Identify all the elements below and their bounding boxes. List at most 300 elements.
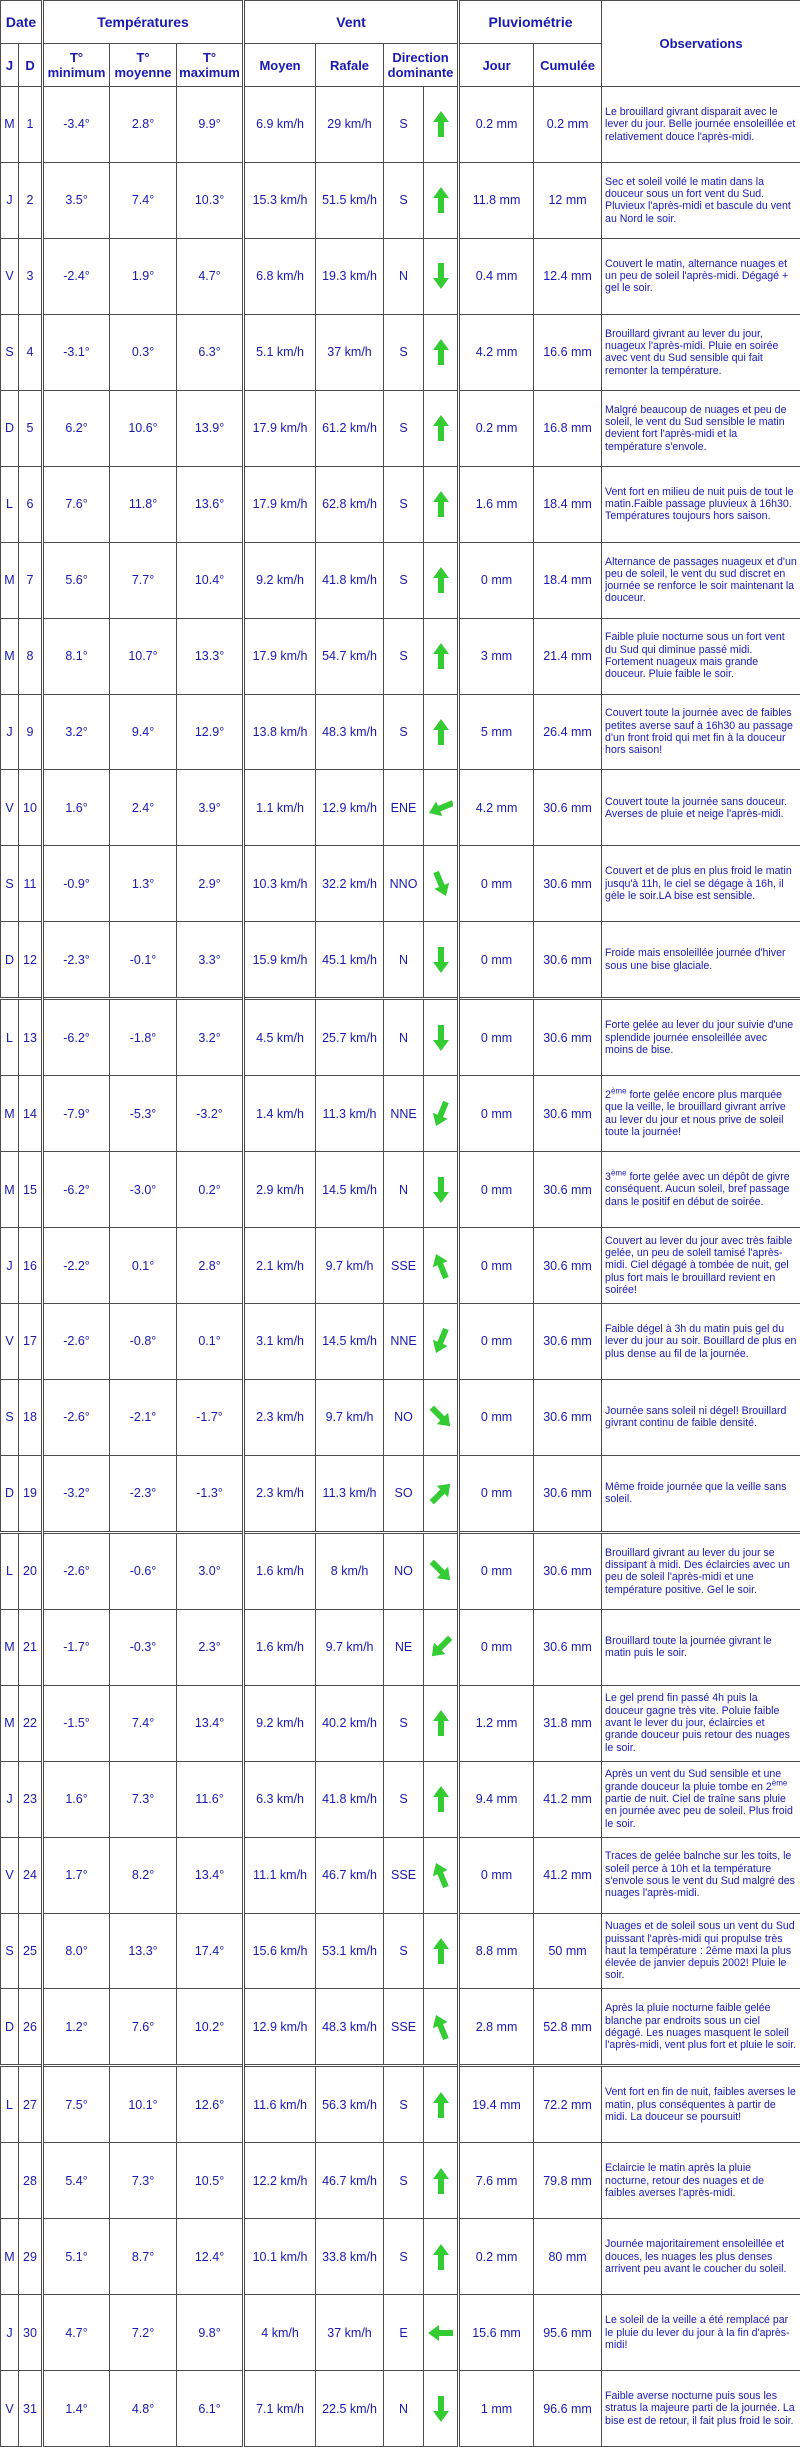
- table-row: [1, 1685, 800, 1761]
- direction-cell: N: [384, 1152, 424, 1228]
- gust-cell: 46.7 km/h: [316, 1837, 384, 1913]
- wind-avg-cell: 17.9 km/h: [244, 618, 316, 694]
- wind-avg-cell: 9.2 km/h: [244, 1685, 316, 1761]
- wind-arrow-cell: [424, 542, 459, 618]
- wind-arrow-cell: [424, 1989, 459, 2066]
- gust-cell: 32.2 km/h: [316, 846, 384, 922]
- wind-avg-cell: 11.6 km/h: [244, 2066, 316, 2143]
- tmax-cell: 2.8°: [177, 1228, 244, 1304]
- weekday-cell: S: [1, 1379, 19, 1455]
- table-row: [1, 390, 800, 466]
- tmax-cell: 0.2°: [177, 1152, 244, 1228]
- tavg-cell: -0.3°: [110, 1609, 177, 1685]
- tmax-cell: 6.3°: [177, 314, 244, 390]
- wind-arrow-cell: [424, 2143, 459, 2219]
- wind-arrow-cell: [424, 466, 459, 542]
- tmin-cell: -2.4°: [43, 238, 110, 314]
- observation-text: Traces de gelée balnche sur les toits, le soleil perce à 10h et la température s'envole sous le vent du Sud malgré des nuages l'après-midi.: [605, 1850, 795, 1899]
- day-rain-cell: 0 mm: [459, 1609, 534, 1685]
- day-cell: 11: [19, 846, 43, 922]
- weekday-cell: J: [1, 2295, 19, 2371]
- rain-group-header: Pluviométrie: [459, 1, 602, 44]
- day-rain-cell: 4.2 mm: [459, 314, 534, 390]
- table-row: [1, 87, 800, 163]
- gust-cell: 48.3 km/h: [316, 1989, 384, 2066]
- weekday-cell: D: [1, 922, 19, 999]
- weekday-cell: J: [1, 1228, 19, 1304]
- day-rain-cell: 4.2 mm: [459, 770, 534, 846]
- observation-text: forte gelée avec un dépôt de givre conséquent. Aucun soleil, bref passage dans le positif en début de soirée.: [605, 1171, 790, 1208]
- gust-cell: 41.8 km/h: [316, 542, 384, 618]
- tmax-header: T° maximum: [177, 44, 244, 87]
- observation-cell: [602, 1837, 800, 1913]
- tmax-cell: 13.4°: [177, 1837, 244, 1913]
- observation-cell: [602, 1152, 800, 1228]
- wind-arrow-icon: [429, 2242, 453, 2272]
- wind-arrow-icon: [429, 489, 453, 519]
- tmin-cell: 8.0°: [43, 1913, 110, 1989]
- day-rain-cell: 1 mm: [459, 2371, 534, 2447]
- direction-cell: S: [384, 314, 424, 390]
- tavg-cell: 2.8°: [110, 87, 177, 163]
- wind-arrow-icon: [429, 1175, 453, 1205]
- tavg-cell: 7.6°: [110, 1989, 177, 2066]
- table-row: [1, 466, 800, 542]
- tmax-cell: 10.5°: [177, 2143, 244, 2219]
- tmin-cell: 5.4°: [43, 2143, 110, 2219]
- direction-header: Direction dominante: [384, 44, 459, 87]
- table-row: [1, 1609, 800, 1685]
- gust-cell: 9.7 km/h: [316, 1609, 384, 1685]
- direction-cell: E: [384, 2295, 424, 2371]
- tmax-cell: 10.4°: [177, 542, 244, 618]
- wind-arrow-cell: [424, 1455, 459, 1532]
- tavg-cell: -5.3°: [110, 1076, 177, 1152]
- day-cell: 14: [19, 1076, 43, 1152]
- day-rain-cell: 0 mm: [459, 1532, 534, 1609]
- observation-ordinal-suffix: ème: [772, 1778, 788, 1787]
- wind-arrow-cell: [424, 87, 459, 163]
- wind-arrow-cell: [424, 1379, 459, 1455]
- day-cell: 16: [19, 1228, 43, 1304]
- table-row: [1, 314, 800, 390]
- gust-cell: 51.5 km/h: [316, 162, 384, 238]
- day-cell: 22: [19, 1685, 43, 1761]
- wind-arrow-cell: [424, 1228, 459, 1304]
- direction-cell: S: [384, 1761, 424, 1837]
- table-row: [1, 1152, 800, 1228]
- observation-cell: [602, 922, 800, 999]
- temps-group-header: Températures: [43, 1, 244, 44]
- tavg-cell: -0.1°: [110, 922, 177, 999]
- tmax-cell: 13.9°: [177, 390, 244, 466]
- wind-arrow-icon: [429, 641, 453, 671]
- tavg-cell: 7.3°: [110, 1761, 177, 1837]
- table-row: [1, 2371, 800, 2447]
- wind-avg-cell: 1.6 km/h: [244, 1532, 316, 1609]
- wind-arrow-cell: [424, 922, 459, 999]
- observation-ordinal: 2: [766, 1781, 772, 1793]
- day-rain-cell: 0.2 mm: [459, 2219, 534, 2295]
- day-rain-cell: 0 mm: [459, 1837, 534, 1913]
- cumulative-rain-cell: 18.4 mm: [534, 542, 602, 618]
- observation-cell: [602, 694, 800, 770]
- gust-cell: 29 km/h: [316, 87, 384, 163]
- observation-text: Brouillard givrant au lever du jour se dissipant à midi. Des éclaircies avec un peu de soleil l'après-midi et une température positive. Gel le soir.: [605, 1547, 790, 1596]
- table-row: [1, 1379, 800, 1455]
- weekday-cell: L: [1, 2066, 19, 2143]
- gust-cell: 8 km/h: [316, 1532, 384, 1609]
- observation-text: Sec et soleil voilé le matin dans la douceur sous un fort vent du Sud. Pluvieux l'après-midi et bascule du vent au Nord le soir.: [605, 176, 791, 225]
- wind-arrow-icon: [429, 1556, 453, 1586]
- direction-cell: N: [384, 238, 424, 314]
- wind-arrow-cell: [424, 2219, 459, 2295]
- observation-cell: [602, 390, 800, 466]
- observation-cell: [602, 1913, 800, 1989]
- table-row: [1, 618, 800, 694]
- cumulative-rain-cell: 41.2 mm: [534, 1837, 602, 1913]
- tmax-cell: 2.9°: [177, 846, 244, 922]
- observation-text: Alternance de passages nuageux et d'un peu de soleil, le vent du sud discret en journée se renforce le soir maintenant la douceur.: [605, 556, 797, 605]
- tmax-cell: 3.9°: [177, 770, 244, 846]
- tavg-cell: 10.7°: [110, 618, 177, 694]
- weekday-cell: [1, 2143, 19, 2219]
- observation-cell: [602, 999, 800, 1076]
- tmin-cell: -6.2°: [43, 1152, 110, 1228]
- cumulative-rain-cell: 72.2 mm: [534, 2066, 602, 2143]
- wind-arrow-icon: [429, 1632, 453, 1662]
- wind-avg-cell: 17.9 km/h: [244, 390, 316, 466]
- cumulative-rain-cell: 95.6 mm: [534, 2295, 602, 2371]
- day-cell: 25: [19, 1913, 43, 1989]
- wind-arrow-cell: [424, 1913, 459, 1989]
- tmin-cell: 8.1°: [43, 618, 110, 694]
- day-rain-cell: 1.6 mm: [459, 466, 534, 542]
- observation-ordinal-suffix: ème: [611, 1169, 627, 1178]
- wind-arrow-icon: [429, 1936, 453, 1966]
- wind-arrow-cell: [424, 2371, 459, 2447]
- observation-cell: [602, 542, 800, 618]
- tmin-cell: 4.7°: [43, 2295, 110, 2371]
- cumulative-rain-cell: 30.6 mm: [534, 1152, 602, 1228]
- tavg-cell: 9.4°: [110, 694, 177, 770]
- table-row: [1, 1761, 800, 1837]
- observation-text: Après la pluie nocturne faible gelée blanche par endroits sous un ciel dégagé. Les nuages masquent le soleil l'après-midi, vent plus fort et pluie le soir.: [605, 2002, 796, 2051]
- observation-cell: [602, 2219, 800, 2295]
- day-cell: 3: [19, 238, 43, 314]
- cumulative-rain-cell: 79.8 mm: [534, 2143, 602, 2219]
- wind-arrow-cell: [424, 1761, 459, 1837]
- wind-arrow-cell: [424, 314, 459, 390]
- observation-cell: [602, 770, 800, 846]
- day-rain-cell: 5 mm: [459, 694, 534, 770]
- wind-arrow-icon: [429, 869, 453, 899]
- tmax-cell: 3.3°: [177, 922, 244, 999]
- wind-avg-cell: 6.8 km/h: [244, 238, 316, 314]
- day-cell: 20: [19, 1532, 43, 1609]
- weekday-cell: J: [1, 1761, 19, 1837]
- wind-avg-cell: 12.9 km/h: [244, 1989, 316, 2066]
- wind-arrow-cell: [424, 1685, 459, 1761]
- direction-cell: N: [384, 2371, 424, 2447]
- cumulative-rain-cell: 30.6 mm: [534, 999, 602, 1076]
- wind-avg-cell: 2.9 km/h: [244, 1152, 316, 1228]
- table-row: [1, 846, 800, 922]
- observation-cell: [602, 1379, 800, 1455]
- day-rain-cell: 0 mm: [459, 1152, 534, 1228]
- direction-cell: NO: [384, 1379, 424, 1455]
- tmin-cell: -7.9°: [43, 1076, 110, 1152]
- weekday-cell: V: [1, 770, 19, 846]
- direction-cell: S: [384, 2066, 424, 2143]
- cumulative-rain-cell: 31.8 mm: [534, 1685, 602, 1761]
- weekday-cell: M: [1, 2219, 19, 2295]
- weekday-cell: M: [1, 1609, 19, 1685]
- weekday-cell: M: [1, 1685, 19, 1761]
- wind-avg-cell: 9.2 km/h: [244, 542, 316, 618]
- day-rain-cell: 0 mm: [459, 1304, 534, 1380]
- tavg-cell: 8.7°: [110, 2219, 177, 2295]
- gust-cell: 46.7 km/h: [316, 2143, 384, 2219]
- wind-avg-cell: 4.5 km/h: [244, 999, 316, 1076]
- tmax-cell: 13.4°: [177, 1685, 244, 1761]
- tavg-cell: 0.1°: [110, 1228, 177, 1304]
- observation-text: Journée majoritairement ensoleillée et douces, les nuages les plus denses arrivent peu avant le coucher du soleil.: [605, 2238, 786, 2275]
- tmax-cell: 3.0°: [177, 1532, 244, 1609]
- weekday-cell: M: [1, 87, 19, 163]
- gust-cell: 62.8 km/h: [316, 466, 384, 542]
- table-row: [1, 1913, 800, 1989]
- tmax-cell: 9.8°: [177, 2295, 244, 2371]
- table-row: [1, 162, 800, 238]
- wind-avg-cell: 15.6 km/h: [244, 1913, 316, 1989]
- day-cell: 2: [19, 162, 43, 238]
- observation-text: Même froide journée que la veille sans soleil.: [605, 1481, 786, 1505]
- weekday-cell: D: [1, 1455, 19, 1532]
- gust-cell: 14.5 km/h: [316, 1152, 384, 1228]
- table-row: [1, 1532, 800, 1609]
- gust-cell: 22.5 km/h: [316, 2371, 384, 2447]
- observation-cell: [602, 2066, 800, 2143]
- tmax-cell: -1.7°: [177, 1379, 244, 1455]
- observation-text: Le gel prend fin passé 4h puis la douceur gagne très vite. Poluie faible avant le lever du jour, éclaircies et grande douceur puis retour des nuages le soir.: [605, 1692, 790, 1753]
- tmin-cell: -3.2°: [43, 1455, 110, 1532]
- table-row: [1, 1304, 800, 1380]
- wind-arrow-icon: [429, 717, 453, 747]
- observation-text: Couvert au lever du jour avec très faible gelée, un peu de soleil tamisé l'après-midi. Ciel dégagé à tombée de nuit, gel plus fort mais le brouillard revient en soirée!: [605, 1235, 792, 1296]
- day-rain-cell: 0 mm: [459, 1228, 534, 1304]
- cumulative-rain-cell: 30.6 mm: [534, 1379, 602, 1455]
- weekday-cell: J: [1, 694, 19, 770]
- day-rain-cell: 1.2 mm: [459, 1685, 534, 1761]
- gust-cell: 41.8 km/h: [316, 1761, 384, 1837]
- day-cell: 10: [19, 770, 43, 846]
- cumulative-rain-cell: 12 mm: [534, 162, 602, 238]
- direction-cell: ENE: [384, 770, 424, 846]
- tavg-cell: 7.7°: [110, 542, 177, 618]
- cumulative-rain-cell: 96.6 mm: [534, 2371, 602, 2447]
- table-row: [1, 1455, 800, 1532]
- cumulative-rain-cell: 30.6 mm: [534, 1532, 602, 1609]
- day-cell: 18: [19, 1379, 43, 1455]
- weekday-cell: M: [1, 542, 19, 618]
- observation-cell: [602, 1532, 800, 1609]
- wind-arrow-cell: [424, 618, 459, 694]
- cumulative-rain-cell: 30.6 mm: [534, 1455, 602, 1532]
- tavg-cell: 13.3°: [110, 1913, 177, 1989]
- day-cell: 4: [19, 314, 43, 390]
- observation-text: Malgré beaucoup de nuages et peu de soleil, le vent du Sud sensible le matin devient fort l'après-midi et la température s'envole.: [605, 404, 786, 453]
- wind-arrow-icon: [429, 109, 453, 139]
- table-row: [1, 999, 800, 1076]
- tmin-cell: -6.2°: [43, 999, 110, 1076]
- table-row: [1, 694, 800, 770]
- tmin-cell: -2.3°: [43, 922, 110, 999]
- tmin-cell: 5.6°: [43, 542, 110, 618]
- wind-arrow-icon: [429, 1099, 453, 1129]
- wind-arrow-icon: [429, 1402, 453, 1432]
- wind-arrow-icon: [429, 261, 453, 291]
- direction-cell: SSE: [384, 1989, 424, 2066]
- weekday-cell: M: [1, 618, 19, 694]
- observation-text: Vent fort en fin de nuit, faibles averses le matin, plus conséquentes à partir de midi. La douceur se poursuit!: [605, 2086, 796, 2123]
- day-cell: 29: [19, 2219, 43, 2295]
- cumulative-rain-cell: 41.2 mm: [534, 1761, 602, 1837]
- cumulative-rain-cell: 30.6 mm: [534, 770, 602, 846]
- wind-arrow-cell: [424, 1304, 459, 1380]
- weekday-cell: V: [1, 1837, 19, 1913]
- wind-arrow-icon: [429, 1784, 453, 1814]
- observation-text: partie de nuit. Ciel de traîne sans pluie en journée avec peu de soleil. Plus froid le soir.: [605, 1793, 793, 1830]
- direction-cell: S: [384, 542, 424, 618]
- gust-cell: 11.3 km/h: [316, 1076, 384, 1152]
- day-rain-cell: 0 mm: [459, 999, 534, 1076]
- observation-cell: [602, 1076, 800, 1152]
- tavg-cell: 1.3°: [110, 846, 177, 922]
- tmin-cell: 1.7°: [43, 1837, 110, 1913]
- direction-cell: NNE: [384, 1076, 424, 1152]
- observation-cell: [602, 1228, 800, 1304]
- weekday-cell: S: [1, 314, 19, 390]
- tmax-cell: 2.3°: [177, 1609, 244, 1685]
- wind-arrow-icon: [429, 1708, 453, 1738]
- day-cell: 21: [19, 1609, 43, 1685]
- wind-arrow-icon: [429, 413, 453, 443]
- cumulative-rain-cell: 26.4 mm: [534, 694, 602, 770]
- weekday-cell: M: [1, 1076, 19, 1152]
- table-row: [1, 1076, 800, 1152]
- table-row: [1, 238, 800, 314]
- wind-arrow-icon: [429, 1023, 453, 1053]
- observation-text: Couvert toute la journée avec de faibles petites averse sauf à 16h30 au passage d'un front froid qui met fin à la douceur hors saison!: [605, 707, 793, 756]
- day-rain-cell: 9.4 mm: [459, 1761, 534, 1837]
- day-rain-cell: 7.6 mm: [459, 2143, 534, 2219]
- gust-cell: 40.2 km/h: [316, 1685, 384, 1761]
- table-row: [1, 1989, 800, 2066]
- wind-arrow-cell: [424, 2295, 459, 2371]
- day-rain-cell: 0 mm: [459, 922, 534, 999]
- observation-text: Journée sans soleil ni dégel! Brouillard givrant continu de faible densité.: [605, 1405, 786, 1429]
- observation-text: Faible averse nocturne puis sous les stratus la majeure parti de la journée. La bise est de retour, il fait plus froid le soir.: [605, 2390, 795, 2427]
- day-rain-cell: 0 mm: [459, 1379, 534, 1455]
- wind-arrow-cell: [424, 1532, 459, 1609]
- observation-cell: [602, 2295, 800, 2371]
- weekday-cell: L: [1, 1532, 19, 1609]
- wind-arrow-icon: [429, 565, 453, 595]
- tavg-cell: -2.1°: [110, 1379, 177, 1455]
- tmin-cell: 3.2°: [43, 694, 110, 770]
- observation-ordinal: 2: [605, 1089, 611, 1101]
- tmax-cell: 3.2°: [177, 999, 244, 1076]
- observation-cell: [602, 1609, 800, 1685]
- wind-arrow-icon: [429, 2394, 453, 2424]
- cumulative-rain-cell: 50 mm: [534, 1913, 602, 1989]
- observation-text: Vent fort en milieu de nuit puis de tout le matin.Faible passage pluvieux à 16h30. Températures toujours hors saison.: [605, 486, 793, 523]
- wind-arrow-cell: [424, 1152, 459, 1228]
- cumulative-rain-cell: 0.2 mm: [534, 87, 602, 163]
- tavg-cell: 1.9°: [110, 238, 177, 314]
- wind-arrow-icon: [429, 945, 453, 975]
- direction-cell: S: [384, 1913, 424, 1989]
- cumulative-rain-header: Cumulée: [534, 44, 602, 87]
- day-cell: 5: [19, 390, 43, 466]
- day-rain-cell: 0 mm: [459, 1455, 534, 1532]
- wind-arrow-icon: [429, 2012, 453, 2042]
- tmax-cell: 10.3°: [177, 162, 244, 238]
- tmin-cell: 6.2°: [43, 390, 110, 466]
- tmin-cell: -1.7°: [43, 1609, 110, 1685]
- tmin-cell: 7.6°: [43, 466, 110, 542]
- tavg-cell: -0.6°: [110, 1532, 177, 1609]
- tavg-cell: -2.3°: [110, 1455, 177, 1532]
- day-cell: 9: [19, 694, 43, 770]
- gust-header: Rafale: [316, 44, 384, 87]
- wind-avg-cell: 1.4 km/h: [244, 1076, 316, 1152]
- tavg-cell: 10.6°: [110, 390, 177, 466]
- weekday-cell: V: [1, 1304, 19, 1380]
- day-cell: 6: [19, 466, 43, 542]
- direction-cell: S: [384, 618, 424, 694]
- wind-avg-cell: 10.1 km/h: [244, 2219, 316, 2295]
- day-rain-cell: 3 mm: [459, 618, 534, 694]
- cumulative-rain-cell: 30.6 mm: [534, 1304, 602, 1380]
- observation-text: Couvert le matin, alternance nuages et un peu de soleil l'après-midi. Dégagé + gel le soir.: [605, 258, 788, 295]
- day-rain-cell: 0 mm: [459, 1076, 534, 1152]
- direction-cell: S: [384, 1685, 424, 1761]
- day-cell: 8: [19, 618, 43, 694]
- tmin-cell: 3.5°: [43, 162, 110, 238]
- tavg-cell: 0.3°: [110, 314, 177, 390]
- tmax-cell: 13.6°: [177, 466, 244, 542]
- cumulative-rain-cell: 30.6 mm: [534, 1609, 602, 1685]
- tmax-cell: 0.1°: [177, 1304, 244, 1380]
- observation-cell: [602, 1761, 800, 1837]
- direction-cell: S: [384, 87, 424, 163]
- tmin-cell: -0.9°: [43, 846, 110, 922]
- wind-avg-cell: 15.3 km/h: [244, 162, 316, 238]
- observation-text: Eclaircie le matin après la pluie nocturne, retour des nuages et de faibles averses l'après-midi.: [605, 2162, 764, 2199]
- cumulative-rain-cell: 30.6 mm: [534, 846, 602, 922]
- observation-ordinal: 3: [605, 1171, 611, 1183]
- tmax-cell: 6.1°: [177, 2371, 244, 2447]
- gust-cell: 9.7 km/h: [316, 1228, 384, 1304]
- wind-avg-cell: 13.8 km/h: [244, 694, 316, 770]
- direction-cell: N: [384, 999, 424, 1076]
- weekday-cell: D: [1, 1989, 19, 2066]
- tavg-cell: -3.0°: [110, 1152, 177, 1228]
- tmin-header: T° minimum: [43, 44, 110, 87]
- observation-cell: [602, 466, 800, 542]
